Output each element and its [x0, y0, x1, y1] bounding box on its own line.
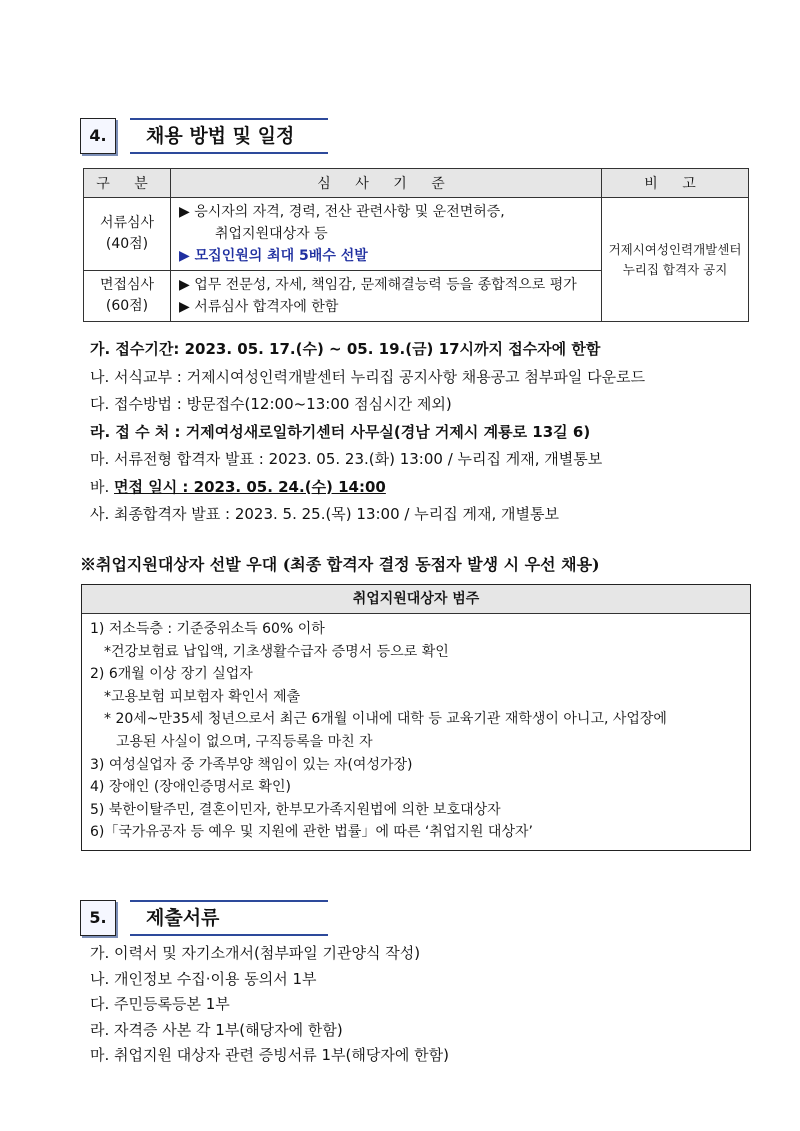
box-header: 취업지원대상자 범주: [82, 585, 750, 614]
list-item: 5) 북한이탈주민, 결혼이민자, 한부모가족지원법에 의한 보호대상자: [90, 801, 501, 818]
section-number: 4.: [80, 118, 116, 154]
list-item: 나. 개인정보 수집·이용 동의서 1부: [90, 969, 317, 988]
table-header-row: [84, 169, 749, 198]
list-item: *고용보험 피보험자 확인서 제출: [104, 688, 301, 705]
list-item: 고용된 사실이 없으며, 구직등록을 마친 자: [116, 733, 373, 750]
list-item: 사. 최종합격자 발표 : 2023. 5. 25.(목) 13:00 / 누리집 게재, 개별통보: [90, 505, 559, 523]
notice-title: ※취업지원대상자 선발 우대 (최종 합격자 결정 동점자 발생 시 우선 채용): [80, 555, 600, 574]
interview-criteria: ▶ 업무 전문성, 자세, 책임감, 문제해결능력 등을 종합적으로 평가 ▶ 서류심사 합격자에 한함: [171, 271, 602, 322]
list-item: 다. 접수방법 : 방문접수(12:00~13:00 점심시간 제외): [90, 395, 452, 413]
list-item: 6)「국가유공자 등 예우 및 지원에 관한 법률」에 따른 ‘취업지원 대상자’: [90, 824, 533, 841]
list-item: 3) 여성실업자 중 가족부양 책임이 있는 자(여성가장): [90, 756, 413, 773]
note-cell: 거제시여성인력개발센터 누리집 합격자 공지: [602, 198, 749, 322]
list-item: 라. 접 수 처 : 거제여성새로일하기센터 사무실(경남 거제시 계룡로 13길 6): [90, 422, 591, 441]
section-title: 채용 방법 및 일정: [130, 118, 328, 150]
list-item: *건강보험료 납입액, 기초생활수급자 증명서 등으로 확인: [104, 643, 449, 660]
table-row: [84, 198, 749, 271]
list-item: 바. 면접 일시 : 2023. 05. 24.(수) 14:00: [90, 477, 386, 496]
list-item: 다. 주민등록등본 1부: [90, 995, 230, 1013]
interview-datetime: 면접 일시 : 2023. 05. 24.(수) 14:00: [114, 477, 386, 496]
list-item: 가. 이력서 및 자기소개서(첨부파일 기관양식 작성): [90, 944, 421, 962]
header-category: 구 분: [84, 169, 171, 198]
documents-list: [90, 941, 449, 1069]
review-criteria-table: [83, 168, 749, 322]
list-item: 마. 취업지원 대상자 관련 증빙서류 1부(해당자에 한함): [90, 1046, 449, 1064]
list-item: * 20세~만35세 청년으로서 최근 6개월 이내에 대학 등 교육기관 재학생이 아니고, 사업장에: [104, 711, 667, 728]
section-5-header: [80, 900, 330, 936]
box-body: [82, 614, 750, 850]
eligibility-box: [81, 584, 751, 851]
list-item: 나. 서식교부 : 거제시여성인력개발센터 누리집 공지사항 채용공고 첨부파일 다운로드: [90, 367, 646, 386]
list-item: 2) 6개월 이상 장기 실업자: [90, 666, 253, 683]
list-item: 4) 장애인 (장애인증명서로 확인): [90, 779, 291, 796]
document-review-criteria: ▶ 응시자의 자격, 경력, 전산 관련사항 및 운전면허증, 취업지원대상자 등 ▶ 모집인원의 최대 5배수 선발: [171, 198, 602, 271]
list-item: 1) 저소득층 : 기준중위소득 60% 이하: [90, 621, 325, 637]
list-item: 마. 서류전형 합격자 발표 : 2023. 05. 23.(화) 13:00 / 누리집 게재, 개별통보: [90, 450, 603, 468]
section-4-header: [80, 118, 330, 154]
schedule-list: [90, 336, 770, 529]
section-title: 제출서류: [130, 900, 328, 932]
document-review-cell: 서류심사 (40점): [84, 198, 171, 271]
list-item: 가. 접수기간: 2023. 05. 17.(수) ~ 05. 19.(금) 17시까지 접수자에 한함: [90, 340, 601, 358]
list-item: 라. 자격증 사본 각 1부(해당자에 한함): [90, 1020, 343, 1039]
section-number: 5.: [80, 900, 116, 936]
header-note: 비 고: [602, 169, 749, 198]
interview-cell: 면접심사 (60점): [84, 271, 171, 322]
header-criteria: 심 사 기 준: [171, 169, 602, 198]
